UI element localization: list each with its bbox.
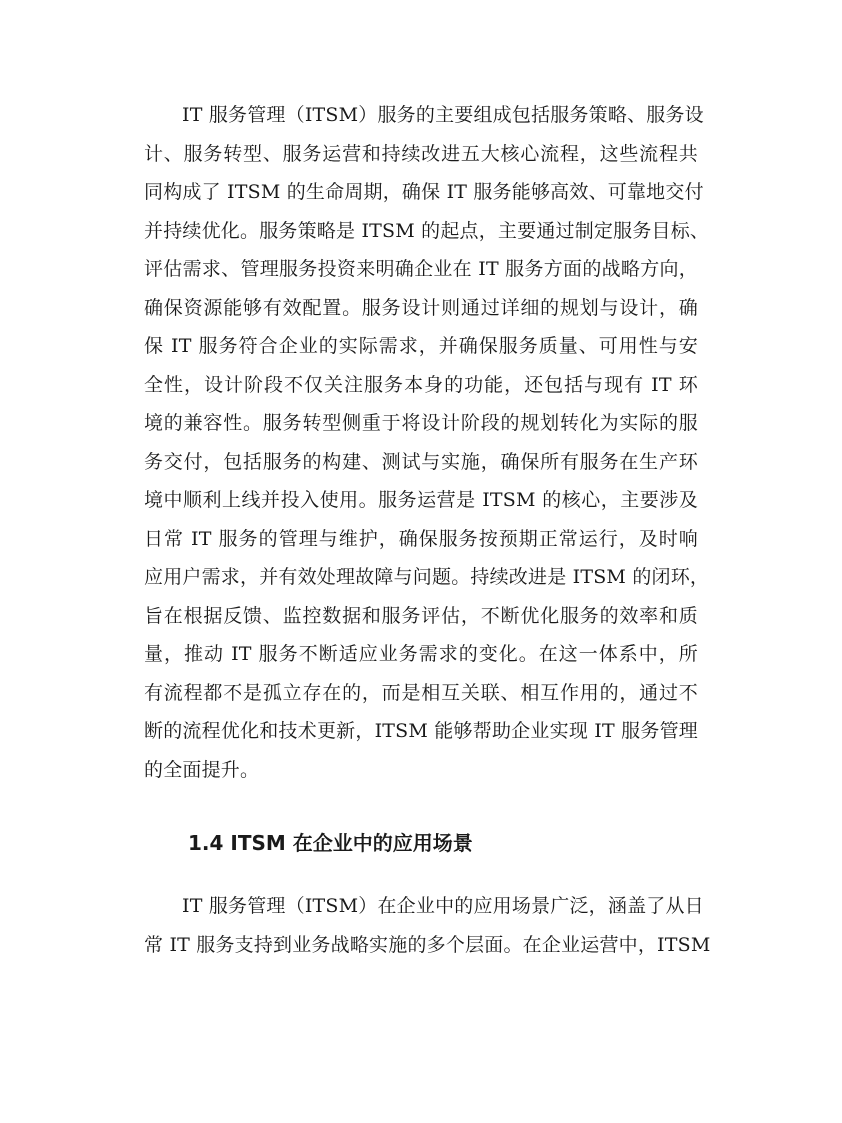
paragraph-line: IT 服务管理（ITSM）在企业中的应用场景广泛，涵盖了从日	[182, 895, 704, 917]
paragraph-line: 断的流程优化和技术更新，ITSM 能够帮助企业实现 IT 服务管理	[144, 720, 698, 742]
paragraph-line: 境中顺利上线并投入使用。服务运营是 ITSM 的核心，主要涉及	[144, 489, 698, 511]
paragraph-line: 境的兼容性。服务转型侧重于将设计阶段的规划转化为实际的服	[144, 412, 698, 434]
paragraph-line: 保 IT 服务符合企业的实际需求，并确保服务质量、可用性与安	[144, 335, 698, 357]
paragraph-line: 有流程都不是孤立存在的，而是相互关联、相互作用的，通过不	[144, 681, 698, 704]
document-page	[144, 96, 711, 964]
paragraph-line: 日常 IT 服务的管理与维护，确保服务按预期正常运行，及时响	[144, 527, 698, 550]
paragraph-line: 常 IT 服务支持到业务战略实施的多个层面。在企业运营中，ITSM	[144, 933, 711, 956]
paragraph-line: 量，推动 IT 服务不断适应业务需求的变化。在这一体系中，所	[144, 643, 698, 665]
paragraph-line: 务交付，包括服务的构建、测试与实施，确保所有服务在生产环	[144, 450, 698, 473]
paragraph-line: 评估需求、管理服务投资来明确企业在 IT 服务方面的战略方向，	[144, 258, 698, 280]
paragraph-line: 旨在根据反馈、监控数据和服务评估，不断优化服务的效率和质	[144, 604, 698, 627]
paragraph-itsm-components	[144, 96, 710, 789]
paragraph-line: 应用户需求，并有效处理故障与问题。持续改进是 ITSM 的闭环，	[144, 566, 710, 588]
paragraph-line: 计、服务转型、服务运营和持续改进五大核心流程，这些流程共	[144, 142, 698, 165]
paragraph-line: 并持续优化。服务策略是 ITSM 的起点，主要通过制定服务目标、	[144, 219, 710, 242]
paragraph-line: 同构成了 ITSM 的生命周期，确保 IT 服务能够高效、可靠地交付	[144, 181, 704, 203]
section-heading: 1.4 ITSM 在企业中的应用场景	[188, 831, 473, 855]
paragraph-line: 的全面提升。	[144, 758, 260, 781]
paragraph-itsm-scenarios	[144, 887, 711, 964]
paragraph-line: IT 服务管理（ITSM）服务的主要组成包括服务策略、服务设	[182, 104, 704, 126]
paragraph-line: 确保资源能够有效配置。服务设计则通过详细的规划与设计，确	[144, 296, 698, 319]
paragraph-line: 全性，设计阶段不仅关注服务本身的功能，还包括与现有 IT 环	[144, 373, 698, 396]
